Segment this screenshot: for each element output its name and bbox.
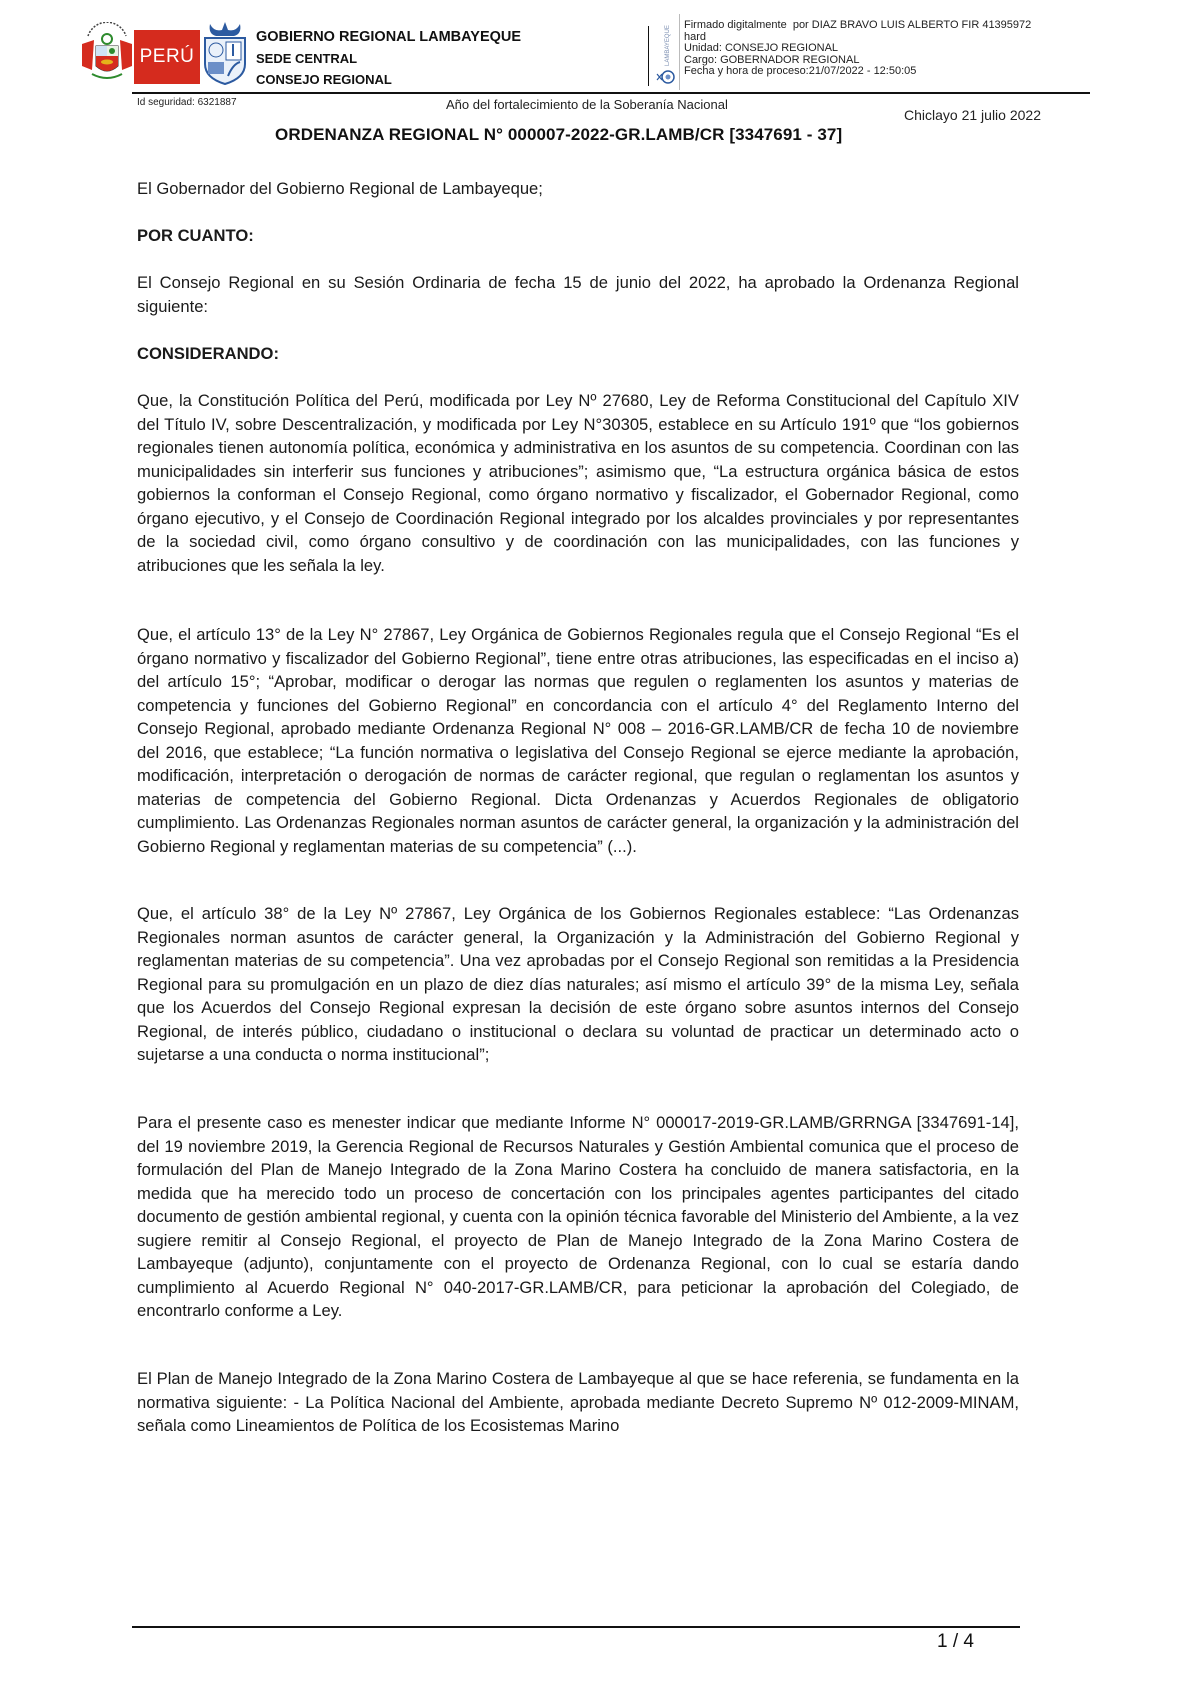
year-motto: Año del fortalecimiento de la Soberanía Nacional <box>446 97 728 112</box>
signature-timestamp: Fecha y hora de proceso:21/07/2022 - 12:50:05 <box>684 65 917 77</box>
paragraph-text: Para el presente caso es menester indicar que mediante Informe N° 000017-2019-GR.LAMB/GRRNGA [3347691-14], del 19 noviembre 2019, la Gerencia Regional de Recursos Naturales y Gestión Ambiental comunica que el proceso de formulación del Plan de Manejo Integrado de la Zona Marino Costera ha concluido de manera satisfactoria, en la medida que ha merecido todo un proceso de concertación con los principales agentes participantes del citado documento de gestión ambiental regional, y cuenta con la opinión técnica favorable del Ministerio del Ambiente, a la vez sugiere remitir al Consejo Regional, el proyecto de Plan de Manejo Integrado de la Zona Marino Costera de Lambayeque (adjunto), conjuntamente con el proyecto de Ordenanza Regional, con lo cual se estaría dando cumplimiento al Acuerdo Regional N° 040-2017-GR.LAMB/CR, para peticionar la aprobación del Colegiado, de encontrarlo conforme a Ley. <box>137 1113 1019 1320</box>
organization-unit: CONSEJO REGIONAL <box>256 72 392 87</box>
paragraph-text: Que, el artículo 13° de la Ley N° 27867, Ley Orgánica de Gobiernos Regionales regula que el Consejo Regional “Es el órgano normativo y fiscalizador del Gobierno Regional”, tiene entre otras atribuciones, las especificadas en el inciso a) del artículo 15°; “Aprobar, modificar o derogar las normas que regulen o reglamenten los asuntos y materias de competencia y funciones del Gobierno Regional” en concordancia con el artículo 4° del Reglamento Interno del Consejo Regional, aprobado mediante Ordenanza Regional N° 008 – 2016-GR.LAMB/CR de fecha 10 de noviembre del 2016, que establece; “La función normativa o legislativa del Consejo Regional se ejerce mediante la aprobación, modificación, interpretación o derogación de normas de carácter regional, que regulan o reglamentan los asuntos y materias de competencia del Gobierno Regional. Dicta Ordenanzas y Acuerdos Regionales de obligatorio cumplimiento. Las Ordenanzas Regionales norman asuntos de carácter general, la organización y la administración del Gobierno Regional y reglamentan materias de su competencia” (...). <box>137 625 1019 856</box>
peru-coat-of-arms-logo <box>78 22 136 84</box>
page-indicator: 1 / 4 <box>937 1631 974 1652</box>
digital-signature-info <box>684 20 1031 78</box>
signature-stamp-text: LAMBAYEQUE <box>665 25 671 66</box>
gobierno-regional-crest-logo <box>200 20 250 86</box>
organization-name: GOBIERNO REGIONAL LAMBAYEQUE <box>256 29 522 45</box>
place-date: Chiclayo 21 julio 2022 <box>904 107 1041 123</box>
opening-line <box>137 177 1019 201</box>
organization-sede: SEDE CENTRAL <box>256 51 358 66</box>
paragraph-text: Que, la Constitución Política del Perú, modificada por Ley Nº 27680, Ley de Reforma Constitucional del Capítulo XIV del Título IV, sobre Descentralización, y modificada por Ley N°30305, establece en su Artículo 191º que “los gobiernos regionales tienen autonomía política, económica y administrativa en los asuntos de su competencia. Coordinan con las municipalidades sin interferir sus funciones y atribuciones”; asimismo que, “La estructura orgánica básica de estos gobiernos la conforman el Consejo Regional, como órgano normativo y fiscalizador, el Gobernador Regional, como órgano ejecutivo, y el Consejo de Coordinación Regional integrado por los alcaldes provinciales y por representantes de la sociedad civil, como órgano consultivo y de coordinación con las municipalidades, con las funciones y atribuciones que les señala la ley. <box>137 391 1019 575</box>
signature-signer-cont: hard <box>684 30 707 43</box>
considerando-heading: CONSIDERANDO: <box>137 344 279 363</box>
paragraph-text: El Plan de Manejo Integrado de la Zona Marino Costera de Lambayeque al que se hace referenia, se fundamenta en la normativa siguiente: - La Política Nacional del Ambiente, aprobada mediante Decreto Supremo Nº 012-2009-MINAM, señala como Lineamientos de Política de los Ecosistemas Marino <box>137 1369 1019 1435</box>
paragraph-text: Que, el artículo 38° de la Ley Nº 27867, Ley Orgánica de los Gobiernos Regionales establece: “Las Ordenanzas Regionales norman asuntos de carácter general, la Organización y la Administración del Gobierno Regional y reglamentan materias de su competencia”. Una vez aprobadas por el Consejo Regional son remitidas a la Presidencia Regional para su promulgación en un plazo de diez días naturales; así mismo el artículo 39° de la misma Ley, señala que los Acuerdos del Consejo Regional expresan la decisión de este órgano sobre asuntos internos del Consejo Regional, de interés público, ciudadano o institucional o declara su voluntad de practicar un determinado acto o sujetarse a una conducta o norma institucional”; <box>137 904 1019 1064</box>
opening-text: El Gobernador del Gobierno Regional de Lambayeque; <box>137 179 543 198</box>
considerando-paragraph-1 <box>137 389 1019 577</box>
security-id: Id seguridad: 6321887 <box>137 97 237 108</box>
header-divider <box>132 92 1090 94</box>
signature-stamp-icon <box>655 22 677 86</box>
considerando-paragraph-4 <box>137 1111 1019 1323</box>
por-cuanto-heading: POR CUANTO: <box>137 226 254 245</box>
signature-role: Cargo: GOBERNADOR REGIONAL <box>684 53 860 66</box>
footer-divider <box>132 1626 1020 1628</box>
signature-unit: Unidad: CONSEJO REGIONAL <box>684 42 839 54</box>
paragraph-text: El Consejo Regional en su Sesión Ordinaria de fecha 15 de junio del 2022, ha aprobado la Ordenanza Regional siguiente: <box>137 273 1019 316</box>
por-cuanto-paragraph <box>137 271 1019 318</box>
considerando-paragraph-5 <box>137 1367 1019 1438</box>
peru-logo-text: PERÚ <box>139 46 195 67</box>
signature-divider-light <box>679 14 680 90</box>
considerando-paragraph-2 <box>137 623 1019 858</box>
document-title: ORDENANZA REGIONAL N° 000007-2022-GR.LAMB/CR [3347691 - 37] <box>275 125 843 144</box>
considerando-paragraph-3 <box>137 902 1019 1067</box>
signature-signer: Firmado digitalmente por DIAZ BRAVO LUIS ALBERTO FIR 41395972 <box>684 19 1032 31</box>
signature-divider <box>648 26 649 86</box>
peru-brand-logo <box>134 30 200 84</box>
